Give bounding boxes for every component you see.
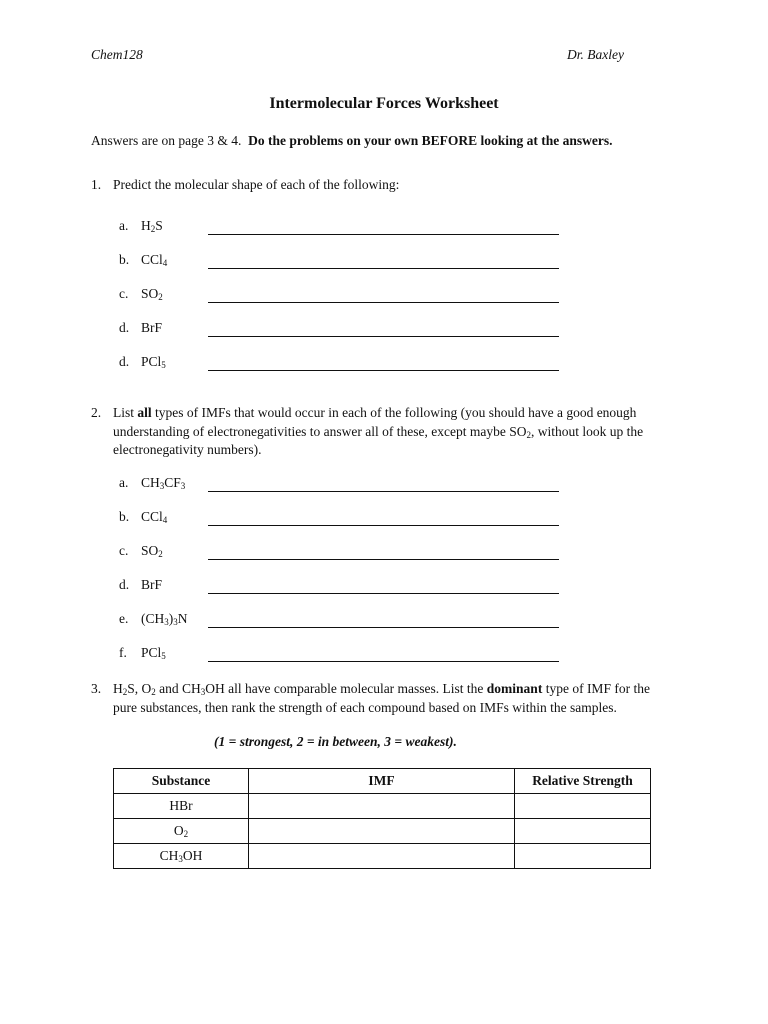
q1-item-formula: BrF: [141, 320, 163, 335]
imf-table: [113, 768, 651, 869]
intro-line: [91, 133, 613, 149]
q1-item-formula: PCl$_5$: [141, 354, 166, 370]
q2-text: List all types of IMFs that would occur in each of the following (you should have a good enough understanding of electronegativities to answer all of these, except maybe $SO_2$, without look up the electronegativity numbers).: [113, 405, 644, 457]
header-substance: Substance: [114, 769, 249, 794]
intro-bold: Do the problems on your own BEFORE looking at the answers.: [248, 133, 613, 148]
strength-cell[interactable]: [515, 794, 651, 819]
answer-line[interactable]: [208, 559, 559, 560]
answer-line[interactable]: [208, 302, 559, 303]
instructor-name: Dr. Baxley: [567, 47, 624, 62]
strength-cell[interactable]: [515, 844, 651, 869]
q1-item-formula: $H_2S$: [141, 218, 163, 234]
answer-line[interactable]: [208, 525, 559, 526]
q2-item-label: a.: [119, 475, 129, 490]
header-imf: IMF: [249, 769, 515, 794]
q2-item-formula: BrF: [141, 577, 163, 592]
course-name: Chem128: [91, 47, 143, 62]
q1-text: Predict the molecular shape of each of the following:: [113, 177, 400, 192]
substance-cell: $CH_3OH$: [114, 844, 249, 869]
answer-line[interactable]: [208, 661, 559, 662]
q2-item-formula: $SO_2$: [141, 543, 163, 559]
q1-item-label: b.: [119, 252, 130, 267]
q2-item-formula: PCl$_5$: [141, 645, 166, 661]
q2-item-formula: $CH_3CF_3$: [141, 475, 186, 491]
q1-number: 1.: [91, 177, 102, 192]
q1-item-formula: CCl$_4$: [141, 252, 168, 268]
q2-item-formula: $(CH_3)_3N$: [141, 611, 188, 627]
imf-cell[interactable]: [249, 794, 515, 819]
substance-cell: $O_2$: [114, 819, 249, 844]
imf-cell[interactable]: [249, 844, 515, 869]
q1-item-label: c.: [119, 286, 129, 301]
strength-cell[interactable]: [515, 819, 651, 844]
table-row: [114, 819, 651, 844]
q3-number: 3.: [91, 681, 102, 696]
q2-item-label: c.: [119, 543, 129, 558]
table-row: [114, 844, 651, 869]
header-relative-strength: Relative Strength: [515, 769, 651, 794]
q2-number: 2.: [91, 405, 102, 420]
q2-item-label: b.: [119, 509, 130, 524]
answer-line[interactable]: [208, 370, 559, 371]
q2-item-label: e.: [119, 611, 129, 626]
q3-text: $H_2S$, $O_2$ and $CH_3OH$ all have comparable molecular masses. List the dominant type of IMF for the pure substances, then rank the strength of each compound based on IMFs within the samples.: [113, 681, 650, 715]
answer-line[interactable]: [208, 336, 559, 337]
answer-line[interactable]: [208, 268, 559, 269]
imf-cell[interactable]: [249, 819, 515, 844]
q1-item-label: a.: [119, 218, 129, 233]
substance-cell: HBr: [114, 794, 249, 819]
intro-plain: Answers are on page 3 & 4.: [91, 133, 242, 148]
table-header-row: [114, 769, 651, 794]
q1-item-label: d.: [119, 354, 130, 369]
ranking-key: (1 = strongest, 2 = in between, 3 = weakest).: [214, 734, 457, 749]
answer-line[interactable]: [208, 593, 559, 594]
q2-item-label: f.: [119, 645, 127, 660]
table-row: [114, 794, 651, 819]
answer-line[interactable]: [208, 627, 559, 628]
q2-item-formula: CCl$_4$: [141, 509, 168, 525]
page-title: Intermolecular Forces Worksheet: [269, 95, 499, 112]
answer-line[interactable]: [208, 234, 559, 235]
q1-item-label: d.: [119, 320, 130, 335]
q2-item-label: d.: [119, 577, 130, 592]
q1-item-formula: $SO_2$: [141, 286, 163, 302]
answer-line[interactable]: [208, 491, 559, 492]
